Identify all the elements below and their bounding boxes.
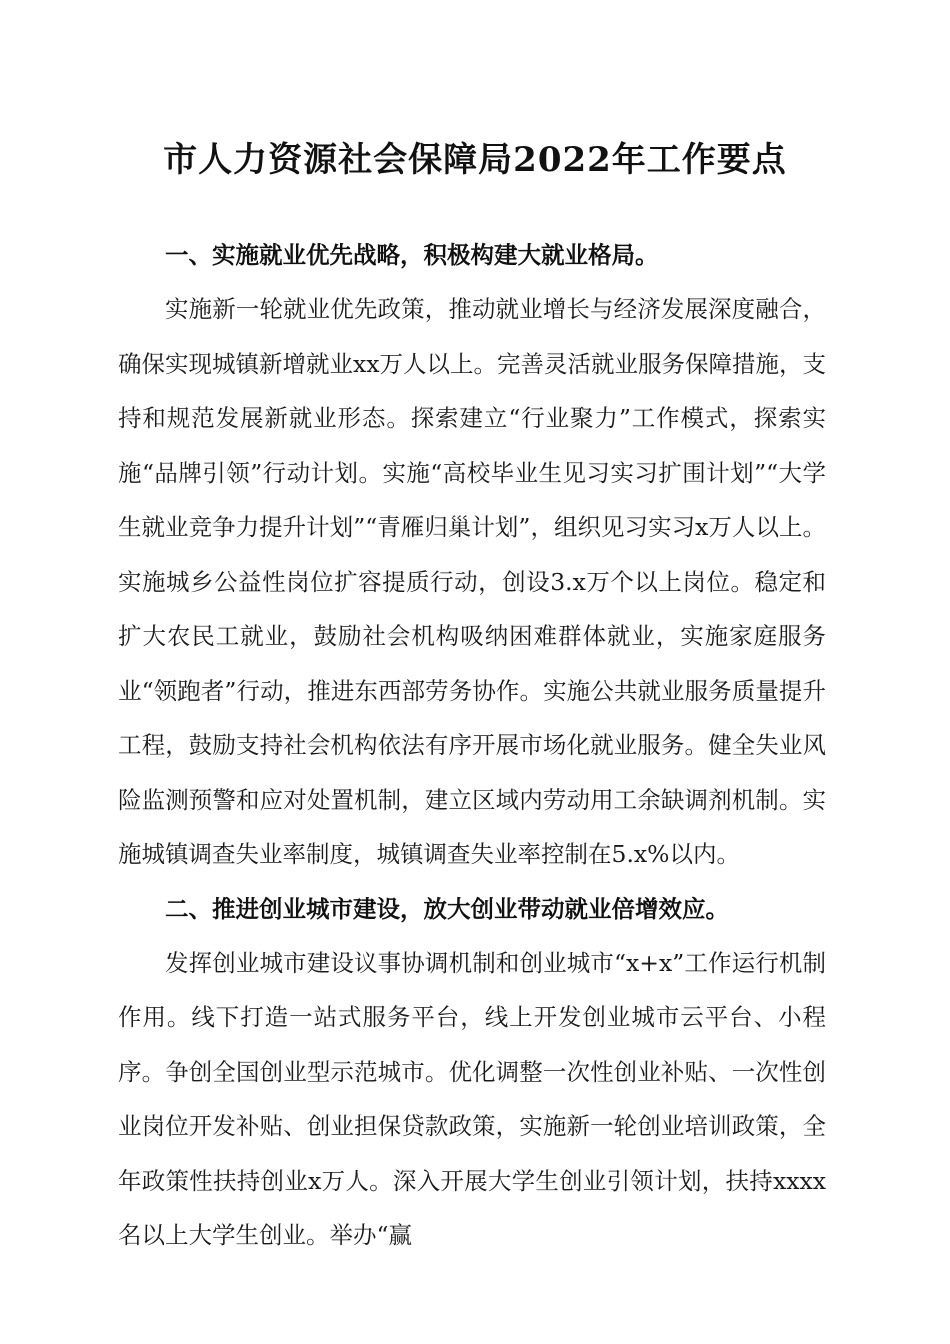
document-title: 市人力资源社会保障局2022年工作要点: [163, 140, 787, 180]
section-1-heading: 一、实施就业优先战略，积极构建大就业格局。: [165, 241, 659, 269]
section-2-paragraph: 发挥创业城市建设议事协调机制和创业城市“x+x”工作运行机制作用。线下打造一站式服务平台，线上开发创业城市云平台、小程序。争创全国创业型示范城市。优化调整一次性创业补贴、一次性创业岗位开发补贴、创业担保贷款政策，实施新一轮创业培训政策，全年政策性扶持创业x万人。深入开展大学生创业引领计划，扶持xxxx名以上大学生创业。举办“赢: [118, 948, 826, 1249]
section-1-paragraph: 实施新一轮就业优先政策，推动就业增长与经济发展深度融合，确保实现城镇新增就业xx万人以上。完善灵活就业服务保障措施，支持和规范发展新就业形态。探索建立“行业聚力”工作模式，探索实施“品牌引领”行动计划。实施“高校毕业生见习实习扩围计划”“大学生就业竞争力提升计划”“青雁归巢计划”，组织见习实习x万人以上。实施城乡公益性岗位扩容提质行动，创设3.x万个以上岗位。稳定和扩大农民工就业，鼓励社会机构吸纳困难群体就业，实施家庭服务业“领跑者”行动，推进东西部劳务协作。实施公共就业服务质量提升工程，鼓励支持社会机构依法有序开展市场化就业服务。健全失业风险监测预警和应对处置机制，建立区域内劳动用工余缺调剂机制。实施城镇调查失业率制度，城镇调查失业率控制在5.x%以内。: [118, 295, 827, 868]
section-2-heading: 二、推进创业城市建设，放大创业带动就业倍增效应。: [165, 894, 729, 923]
document-body: [118, 228, 826, 1263]
